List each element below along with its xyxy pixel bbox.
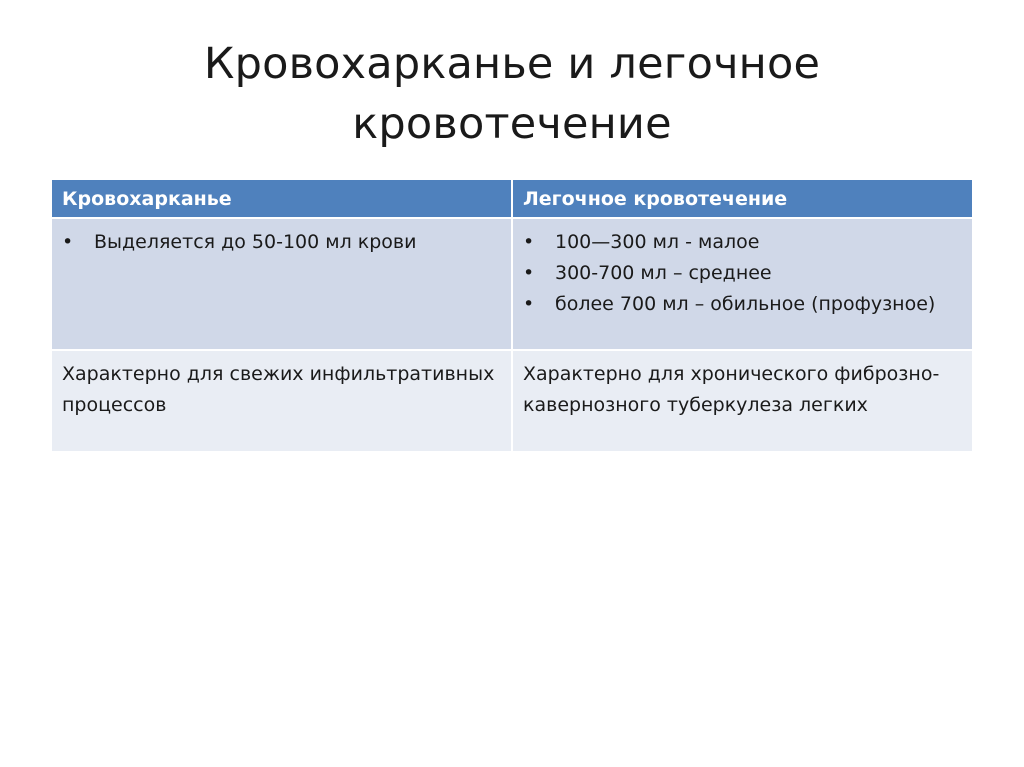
title-line-2: кровотечение	[352, 99, 672, 149]
list-item-text: Выделяется до 50-100 мл крови	[94, 231, 417, 253]
cell-hemorrhage-volume	[513, 219, 972, 349]
list-item	[62, 227, 501, 258]
bullet-glyph: •	[62, 231, 74, 253]
list-item	[523, 227, 962, 258]
cell-hemoptysis-volume	[52, 219, 511, 349]
header-pulmonary-hemorrhage: Легочное кровотечение	[513, 180, 972, 217]
table-header-row	[52, 180, 972, 217]
bullet-list	[523, 227, 962, 320]
header-hemoptysis: Кровохарканье	[52, 180, 511, 217]
table-row	[52, 351, 972, 451]
bullet-list	[62, 227, 501, 258]
list-item-text: 300-700 мл – среднее	[555, 262, 772, 284]
list-item	[523, 258, 962, 289]
bullet-glyph: •	[523, 262, 535, 284]
list-item	[523, 289, 962, 320]
list-item-text: более 700 мл – обильное (профузное)	[555, 293, 936, 315]
bullet-glyph: •	[523, 293, 535, 315]
title-line-1: Кровохарканье и легочное	[203, 39, 821, 89]
slide-title	[112, 34, 912, 154]
bullet-glyph: •	[523, 231, 535, 253]
comparison-table	[50, 178, 974, 453]
table-row	[52, 219, 972, 349]
cell-hemorrhage-characteristic: Характерно для хронического фиброзно-кавернозного туберкулеза легких	[513, 351, 972, 451]
cell-hemoptysis-characteristic: Характерно для свежих инфильтративных процессов	[52, 351, 511, 451]
list-item-text: 100—300 мл - малое	[555, 231, 760, 253]
